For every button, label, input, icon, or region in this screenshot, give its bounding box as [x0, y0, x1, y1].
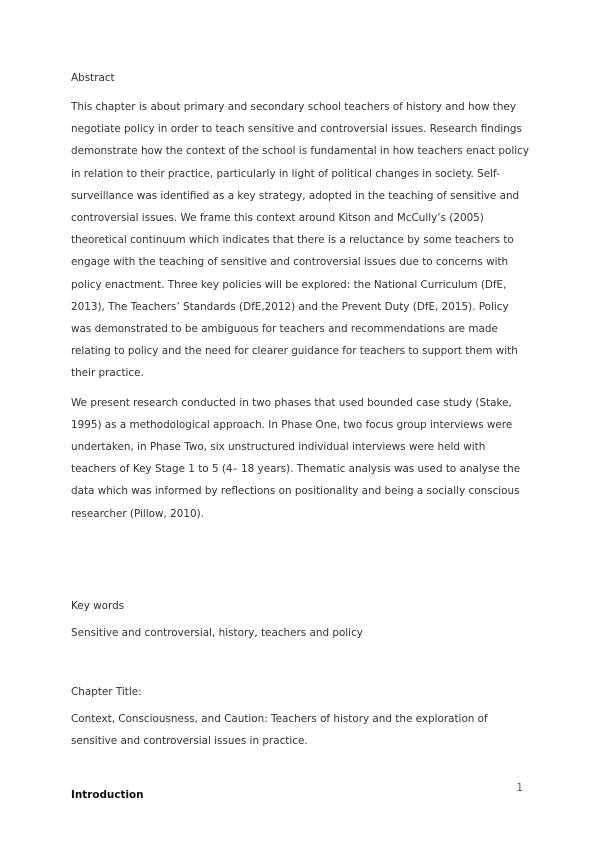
abstract-paragraph-2: We present research conducted in two phases that used bounded case study (Stake, 1995) as a methodological approach. In Phase One, two focus group interviews were undertaken, in Phase Two, six unstructured individual interviews were held with teachers of Key Stage 1 to 5 (4– 18 years). Thematic analysis was used to analyse the data which was informed by reflections on positionality and being a socially conscious researcher (Pillow, 2010). — [71, 396, 521, 520]
keywords-text: Sensitive and controversial, history, teachers and policy — [71, 626, 363, 639]
keywords-heading: Key words — [71, 599, 125, 612]
page-number: 1 — [516, 782, 523, 794]
spacer — [71, 651, 529, 681]
introduction-heading: Introduction — [71, 789, 144, 802]
chapter-title-text: Context, Consciousness, and Caution: Teachers of history and the exploration of sensitive and controversial issues in practice. — [71, 713, 488, 748]
abstract-paragraph-1: This chapter is about primary and secondary school teachers of history and how they negotiate policy in order to teach sensitive and controversial issues. Research findings demonstrate how the context of the school is fundamental in how teachers enact policy in relation to their practice, particularly in light of political changes in society. Self-surveillance was identified as a key strategy, adopted in the teaching of sensitive and controversial issues. We frame this context around Kitson and McCully’s (2005) theoretical continuum which indicates that there is a reluctance by some teachers to engage with the teaching of sensitive and controversial issues due to concerns with policy enactment. Three key policies will be explored: the National Curriculum (DfE, 2013), The Teachers’ Standards (DfE,2012) and the Prevent Duty (DfE, 2015). Policy was demonstrated to be ambiguous for teachers and recommendations are made relating to policy and the need for clearer guidance for teachers to support them with their practice. — [71, 101, 529, 380]
abstract-heading: Abstract — [71, 72, 115, 84]
spacer — [71, 532, 529, 595]
page-content — [71, 67, 529, 812]
chapter-title-heading: Chapter Title: — [71, 686, 142, 699]
spacer — [71, 759, 529, 784]
